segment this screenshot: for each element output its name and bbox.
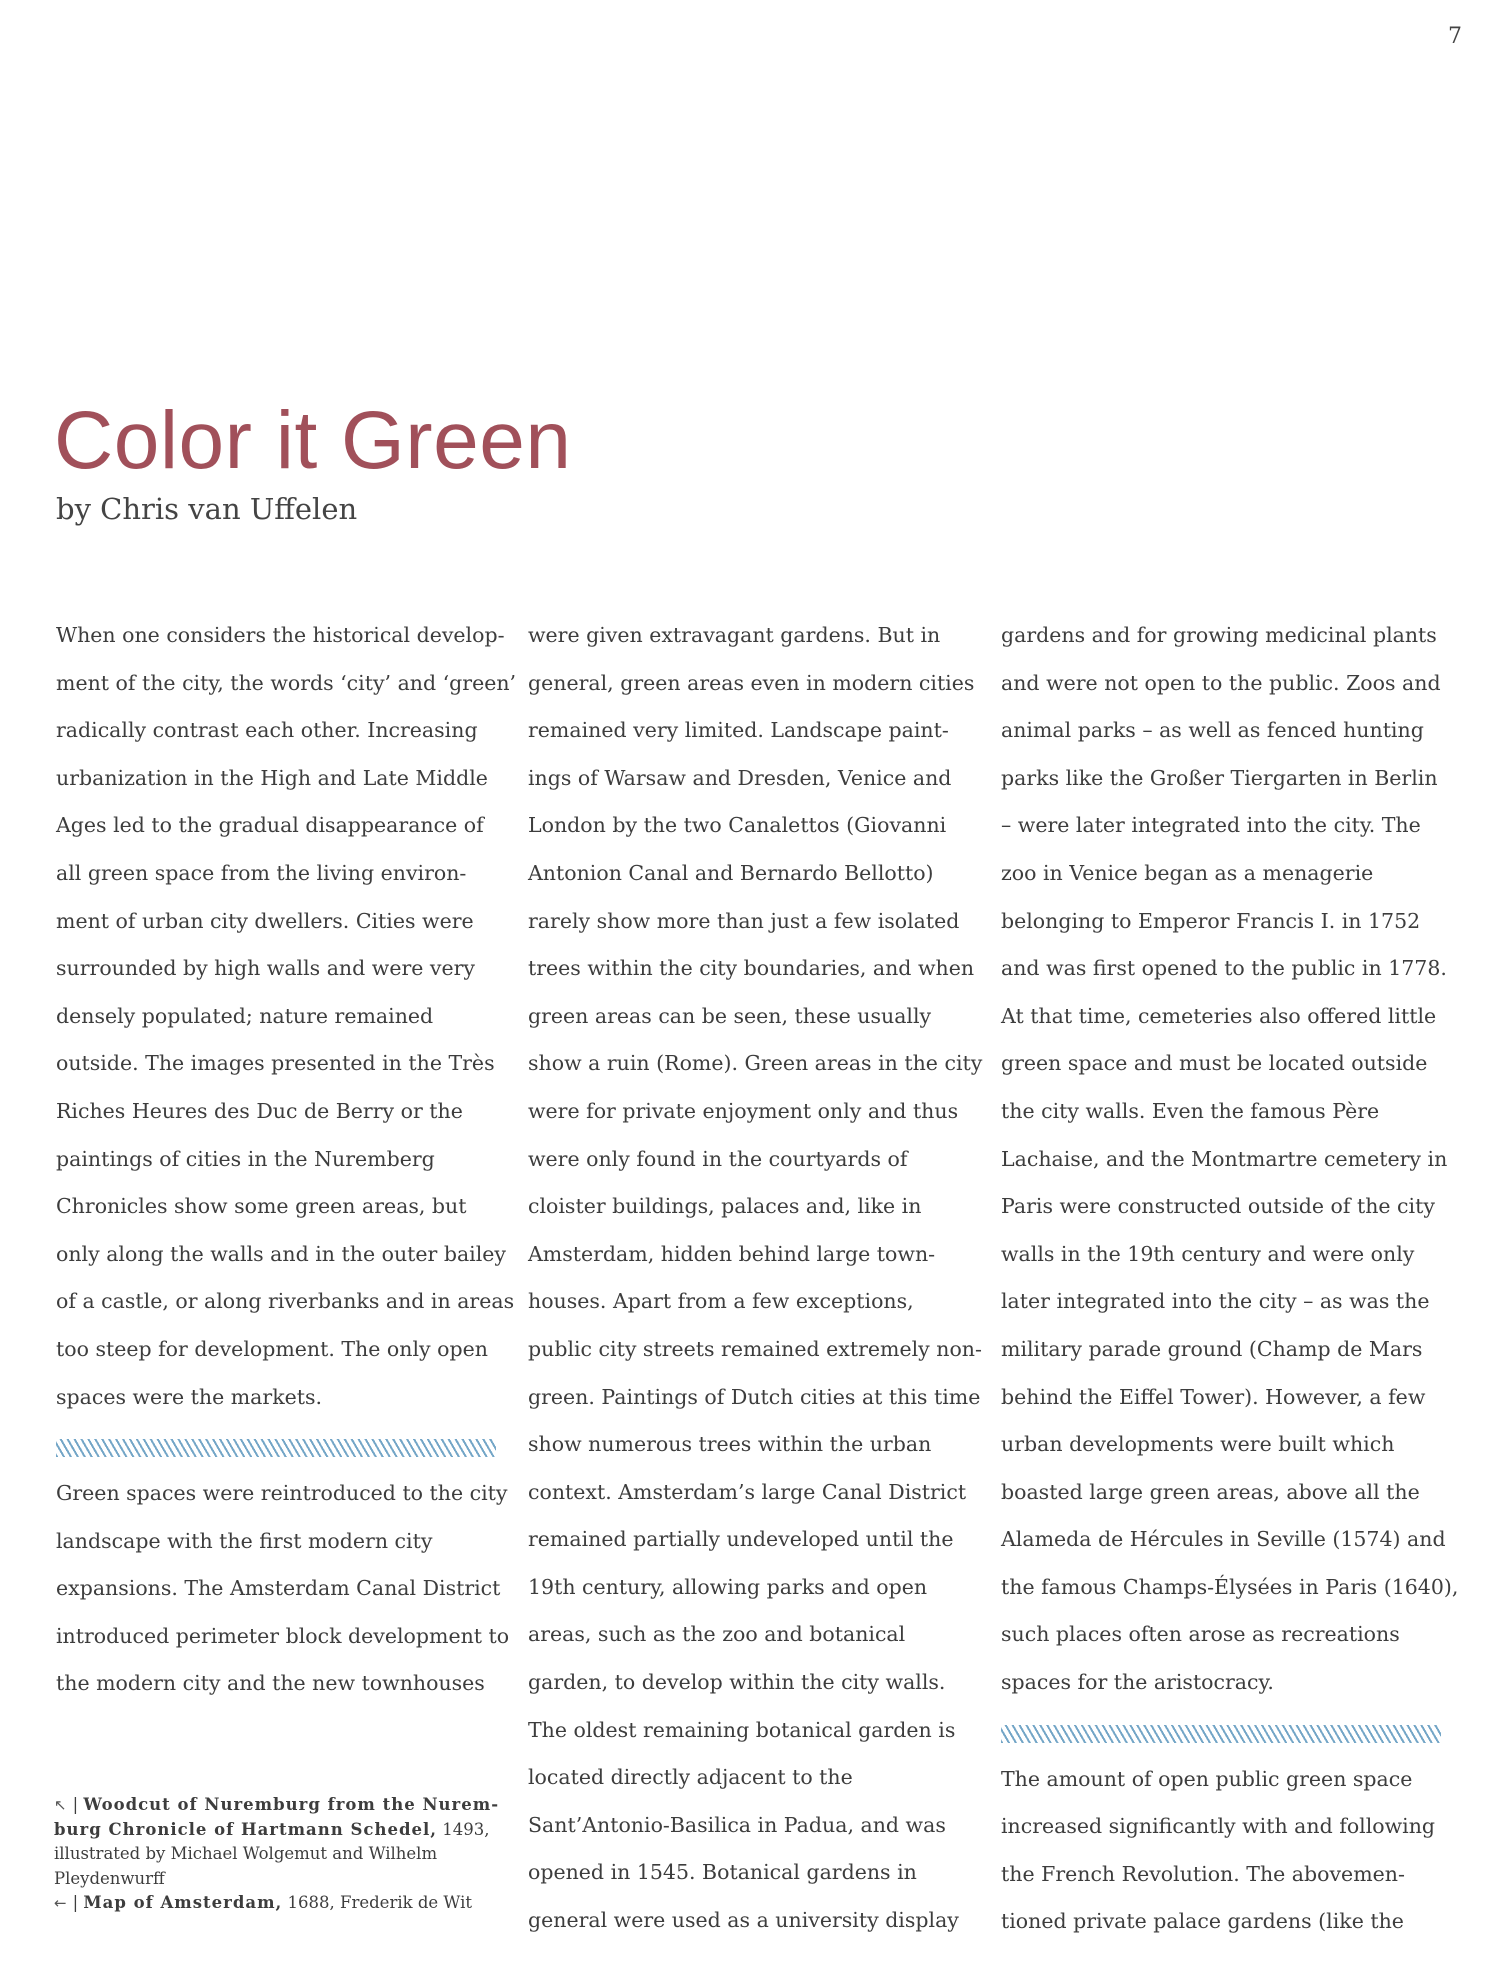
text-line: later integrated into the city – as was the <box>1001 1289 1430 1314</box>
text-line: Chronicles show some green areas, but <box>56 1194 467 1219</box>
text-column-2 <box>528 612 990 1945</box>
text-line: increased significantly with and following <box>1001 1814 1436 1839</box>
text-line: located directly adjacent to the <box>528 1765 853 1790</box>
paragraph <box>56 612 518 1421</box>
text-line: boasted large green areas, above all the <box>1001 1479 1420 1504</box>
text-line: animal parks – as well as fenced hunting <box>1001 718 1424 743</box>
text-line: zoo in Venice began as a menagerie <box>1001 860 1374 885</box>
text-line: radically contrast each other. Increasing <box>56 718 478 743</box>
text-line: Riches Heures des Duc de Berry or the <box>56 1098 463 1123</box>
text-line: and was first opened to the public in 1778. <box>1001 956 1447 981</box>
arrow-up-left-icon: ↖ <box>54 1796 67 1814</box>
section-divider <box>1001 1725 1441 1743</box>
text-line: gardens and for growing medicinal plants <box>1001 623 1437 647</box>
caption-divider: | <box>72 1795 84 1814</box>
text-line: were given extravagant gardens. But in <box>528 623 941 647</box>
text-line: 19th century, allowing parks and open <box>528 1574 928 1599</box>
text-line: walls in the 19th century and were only <box>1001 1241 1415 1266</box>
text-line: of a castle, or along riverbanks and in areas <box>56 1289 515 1314</box>
caption-title: Woodcut of Nuremburg from the Nurem- <box>83 1795 500 1814</box>
text-line: ment of urban city dwellers. Cities were <box>56 908 474 933</box>
text-line: remained partially undeveloped until the <box>528 1527 954 1552</box>
text-line: remained very limited. Landscape paint- <box>528 718 949 743</box>
text-line: houses. Apart from a few exceptions, <box>528 1289 914 1314</box>
text-line: were only found in the courtyards of <box>528 1146 908 1171</box>
text-line: introduced perimeter block development to <box>56 1623 510 1648</box>
text-line: general were used as a university display <box>528 1908 959 1933</box>
page-number: 7 <box>1448 24 1462 49</box>
text-line: spaces were the markets. <box>56 1384 323 1409</box>
text-line: garden, to develop within the city walls. <box>528 1670 946 1695</box>
text-column-1 <box>56 612 518 1708</box>
text-line: opened in 1545. Botanical gardens in <box>528 1860 917 1885</box>
text-line: context. Amsterdam’s large Canal District <box>528 1479 967 1504</box>
text-line: military parade ground (Champ de Mars <box>1001 1336 1423 1361</box>
text-line: green areas can be seen, these usually <box>528 1003 932 1028</box>
text-line: behind the Eiffel Tower). However, a few <box>1001 1384 1426 1409</box>
text-line: the French Revolution. The abovemen- <box>1001 1861 1405 1886</box>
text-line: the modern city and the new townhouses <box>56 1671 485 1696</box>
text-line: all green space from the living environ- <box>56 860 467 885</box>
text-column-3 <box>1001 612 1463 1946</box>
caption-title: burg Chronicle of Hartmann Schedel, <box>54 1819 437 1839</box>
text-line: outside. The images presented in the Très <box>56 1051 495 1076</box>
text-line: Sant’Antonio-Basilica in Padua, and was <box>528 1812 946 1837</box>
text-line: The oldest remaining botanical garden is <box>528 1717 956 1742</box>
text-line: Antonion Canal and Bernardo Bellotto) <box>528 860 934 885</box>
image-captions <box>54 1793 524 1916</box>
article-title: Color it Green <box>54 395 572 486</box>
text-line: landscape with the first modern city <box>56 1528 433 1553</box>
text-line: parks like the Großer Tiergarten in Berlin <box>1001 765 1438 790</box>
text-line: spaces for the aristocracy. <box>1001 1670 1274 1695</box>
text-line: ings of Warsaw and Dresden, Venice and <box>528 765 952 790</box>
caption-credit: illustrated by Michael Wolgemut and Wilhelm <box>54 1844 438 1863</box>
section-divider <box>56 1439 496 1457</box>
text-line: ment of the city, the words ‘city’ and ‘green’ <box>56 670 517 695</box>
text-line: Alameda de Hércules in Seville (1574) and <box>1001 1527 1446 1552</box>
caption-title: Map of Amsterdam, <box>83 1893 283 1912</box>
text-line: only along the walls and in the outer bailey <box>56 1241 506 1266</box>
text-line: and were not open to the public. Zoos and <box>1001 670 1441 695</box>
text-line: London by the two Canalettos (Giovanni <box>528 813 947 838</box>
text-line: green space and must be located outside <box>1001 1051 1428 1076</box>
paragraph <box>1001 1756 1463 1946</box>
text-line: Ages led to the gradual disappearance of <box>56 813 484 838</box>
paragraph <box>56 1470 518 1708</box>
arrow-left-icon: ← <box>54 1894 67 1912</box>
text-line: When one considers the historical develop- <box>56 623 505 647</box>
text-line: public city streets remained extremely non- <box>528 1336 982 1361</box>
text-line: The amount of open public green space <box>1001 1766 1413 1791</box>
text-line: the famous Champs-Élysées in Paris (1640), <box>1001 1574 1459 1599</box>
text-line: expansions. The Amsterdam Canal District <box>56 1576 501 1601</box>
text-line: urban developments were built which <box>1001 1432 1395 1457</box>
text-line: trees within the city boundaries, and when <box>528 956 975 981</box>
text-line: general, green areas even in modern cities <box>528 670 975 695</box>
text-line: show numerous trees within the urban <box>528 1432 932 1457</box>
paragraph <box>528 612 990 1945</box>
text-line: tioned private palace gardens (like the <box>1001 1909 1404 1934</box>
text-line: Green spaces were reintroduced to the city <box>56 1481 508 1506</box>
text-line: At that time, cemeteries also offered little <box>1001 1003 1437 1028</box>
text-line: Amsterdam, hidden behind large town- <box>528 1241 936 1266</box>
text-line: were for private enjoyment only and thus <box>528 1098 959 1123</box>
text-line: the city walls. Even the famous Père <box>1001 1098 1380 1123</box>
text-line: green. Paintings of Dutch cities at this time <box>528 1384 981 1409</box>
caption-credit: 1688, Frederik de Wit <box>287 1893 472 1912</box>
caption-year: 1493, <box>442 1819 490 1839</box>
text-line: – were later integrated into the city. The <box>1001 813 1421 838</box>
paragraph <box>1001 612 1463 1707</box>
text-line: cloister buildings, palaces and, like in <box>528 1194 922 1219</box>
text-line: areas, such as the zoo and botanical <box>528 1622 906 1647</box>
text-line: too steep for development. The only open <box>56 1336 488 1361</box>
text-line: surrounded by high walls and were very <box>56 956 475 981</box>
text-line: Lachaise, and the Montmartre cemetery in <box>1001 1146 1448 1171</box>
text-line: show a ruin (Rome). Green areas in the city <box>528 1051 983 1076</box>
caption-credit: Pleydenwurff <box>54 1868 165 1888</box>
caption-divider: | <box>72 1893 84 1912</box>
text-line: rarely show more than just a few isolated <box>528 908 960 933</box>
text-line: densely populated; nature remained <box>56 1003 434 1028</box>
text-line: such places often arose as recreations <box>1001 1622 1400 1647</box>
text-line: urbanization in the High and Late Middle <box>56 765 488 790</box>
text-line: paintings of cities in the Nuremberg <box>56 1146 435 1171</box>
text-line: belonging to Emperor Francis I. in 1752 <box>1001 908 1421 933</box>
text-line: Paris were constructed outside of the city <box>1001 1194 1435 1219</box>
byline: by Chris van Uffelen <box>56 492 358 526</box>
